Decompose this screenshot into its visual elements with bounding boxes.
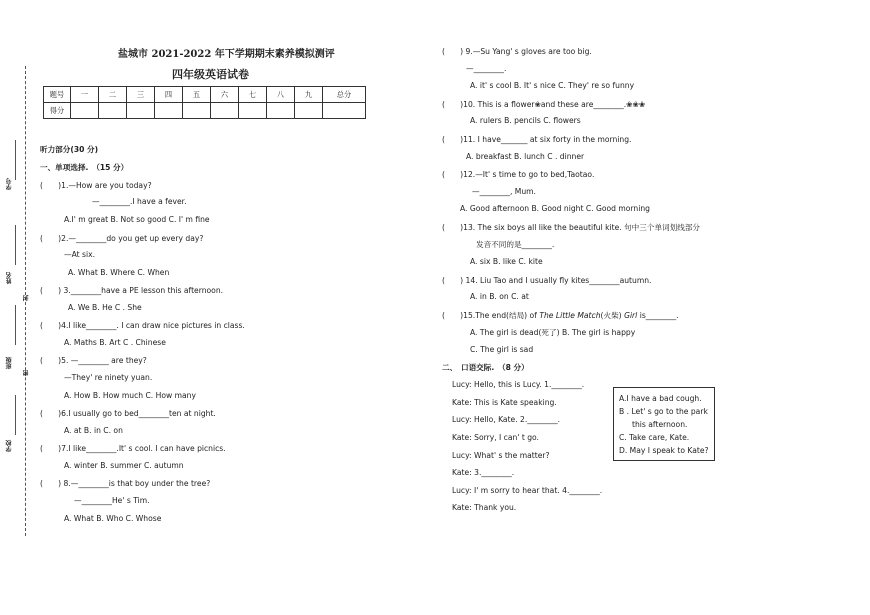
dialogue-line: Lucy: What' s the matter? <box>452 451 550 460</box>
answer-options: C. The girl is sad <box>470 345 534 354</box>
question-text: ( )7.I like________.It' s cool. I can have picnics. <box>40 444 226 453</box>
label-student-id: 学号 <box>6 178 13 190</box>
score-blank[interactable] <box>239 103 267 119</box>
score-cell: 题号 <box>44 87 71 103</box>
score-blank[interactable] <box>267 103 295 119</box>
binding-dashed-line <box>25 66 26 536</box>
score-table <box>43 86 366 119</box>
score-blank[interactable] <box>99 103 127 119</box>
answer-options: A. breakfast B. lunch C . dinner <box>466 152 585 161</box>
answer-options: A. What B. Where C. When <box>68 268 170 277</box>
question-text: ( )11. I have_______ at six forty in the morning. <box>442 135 632 144</box>
dialogue-line: Lucy: Hello, Kate. 2.________. <box>452 415 561 424</box>
dialogue-line: Kate: This is Kate speaking. <box>452 398 557 407</box>
score-cell: 八 <box>267 87 295 103</box>
question-text: 发音不同的是________. <box>476 240 555 249</box>
score-header-row <box>44 87 366 103</box>
question-text: —________, Mum. <box>472 187 536 196</box>
question-text: ( ) 9.—Su Yang' s gloves are too big. <box>442 47 592 56</box>
option-item: A.I have a bad cough. <box>619 394 702 403</box>
exam-title: 盐城市 2021-2022 年下学期期末素养模拟测评 <box>118 49 335 60</box>
question-text: ( ) 3.________have a PE lesson this afternoon. <box>40 286 224 295</box>
answer-options: A. six B. like C. kite <box>470 257 543 266</box>
score-blank[interactable] <box>323 103 366 119</box>
label-name: 姓名 <box>6 272 13 284</box>
dialogue-line: Lucy: Hello, this is Lucy. 1.________. <box>452 380 585 389</box>
question-text: ( )6.I usually go to bed________ten at night. <box>40 409 216 418</box>
label-seal: 封 <box>23 295 30 301</box>
question-text: ( )10. This is a flower❀and these are________.❀❀❀ <box>442 100 646 109</box>
answer-options: A. How B. How much C. How many <box>64 391 196 400</box>
question-text: ( )4.I like________. I can draw nice pictures in class. <box>40 321 245 330</box>
score-cell: 总分 <box>323 87 366 103</box>
question-text: ( )12.—It' s time to go to bed,Taotao. <box>442 170 595 179</box>
answer-options: A.I' m great B. Not so good C. I' m fine <box>64 215 210 224</box>
binding-line <box>15 395 16 435</box>
score-cell: 七 <box>239 87 267 103</box>
option-item: C. Take care, Kate. <box>619 433 690 442</box>
question-text: —________. <box>466 64 507 73</box>
question-text: ( ) 8.—________is that boy under the tree? <box>40 479 211 488</box>
option-item: D. May I speak to Kate? <box>619 446 709 455</box>
score-cell: 九 <box>295 87 323 103</box>
question-text: —________He' s Tim. <box>74 496 150 505</box>
question-text: —________.I have a fever. <box>92 197 187 206</box>
score-cell: 五 <box>183 87 211 103</box>
dialogue-line: Kate: Thank you. <box>452 503 517 512</box>
score-blank[interactable] <box>183 103 211 119</box>
score-blank[interactable] <box>71 103 99 119</box>
answer-options: A. Maths B. Art C . Chinese <box>64 338 166 347</box>
answer-options: A. What B. Who C. Whose <box>64 514 162 523</box>
section-2-heading: 二、 口语交际. （8 分） <box>442 363 529 372</box>
answer-options: A. in B. on C. at <box>470 292 529 301</box>
question-text: ( )13. The six boys all like the beautiful kite. 句中三个单词划线部分 <box>442 223 701 232</box>
dialogue-line: Kate: Sorry, I can' t go. <box>452 433 539 442</box>
q15-part: is________. <box>639 311 679 320</box>
score-cell: 三 <box>127 87 155 103</box>
score-blank[interactable] <box>295 103 323 119</box>
question-text <box>442 310 679 321</box>
score-blank[interactable] <box>127 103 155 119</box>
dialogue-line: Lucy: I' m sorry to hear that. 4.________. <box>452 486 603 495</box>
binding-line <box>15 305 16 345</box>
q15-title: Girl <box>624 311 638 320</box>
q15-part: (火柴) <box>600 311 622 320</box>
label-school: 学校 <box>6 440 13 452</box>
question-text: ( ) 14. Liu Tao and I usually fly kites________autumn. <box>442 276 652 285</box>
answer-options: A. The girl is dead(死了) B. The girl is happy <box>470 328 636 337</box>
option-item: this afternoon. <box>632 420 688 429</box>
q15-title: The Little Match <box>539 311 601 320</box>
question-text: ( )2.—________do you get up every day? <box>40 234 204 243</box>
answer-options: A. at B. in C. on <box>64 426 123 435</box>
answer-options: A. it' s cool B. It' s nice C. They' re so funny <box>470 81 635 90</box>
answer-options: A. winter B. summer C. autumn <box>64 461 184 470</box>
q15-part: ( )15.The end(结局) of <box>442 311 537 320</box>
score-cell: 二 <box>99 87 127 103</box>
question-text: —They' re ninety yuan. <box>64 373 153 382</box>
score-blank[interactable] <box>155 103 183 119</box>
binding-line <box>15 140 16 180</box>
score-value-row <box>44 103 366 119</box>
binding-line <box>15 225 16 265</box>
answer-options: A. rulers B. pencils C. flowers <box>470 116 581 125</box>
label-secret: 密 <box>23 370 30 376</box>
answer-options: A. Good afternoon B. Good night C. Good morning <box>460 204 650 213</box>
score-cell: 六 <box>211 87 239 103</box>
score-cell: 四 <box>155 87 183 103</box>
dialogue-line: Kate: 3.________. <box>452 468 515 477</box>
answer-options: A. We B. He C . She <box>68 303 142 312</box>
score-cell: 一 <box>71 87 99 103</box>
question-text: ( )5. —________ are they? <box>40 356 147 365</box>
option-item: B . Let' s go to the park <box>619 407 708 416</box>
section-1-heading: 一、单项选择. （15 分） <box>40 163 129 172</box>
score-blank[interactable] <box>211 103 239 119</box>
question-text: —At six. <box>64 250 96 259</box>
question-text: ( )1.—How are you today? <box>40 181 152 190</box>
exam-subtitle: 四年级英语试卷 <box>172 68 249 81</box>
score-label: 得分 <box>44 103 71 119</box>
section-listening: 听力部分(30 分) <box>40 145 99 154</box>
label-class: 班级 <box>6 357 13 369</box>
options-box <box>613 387 715 461</box>
